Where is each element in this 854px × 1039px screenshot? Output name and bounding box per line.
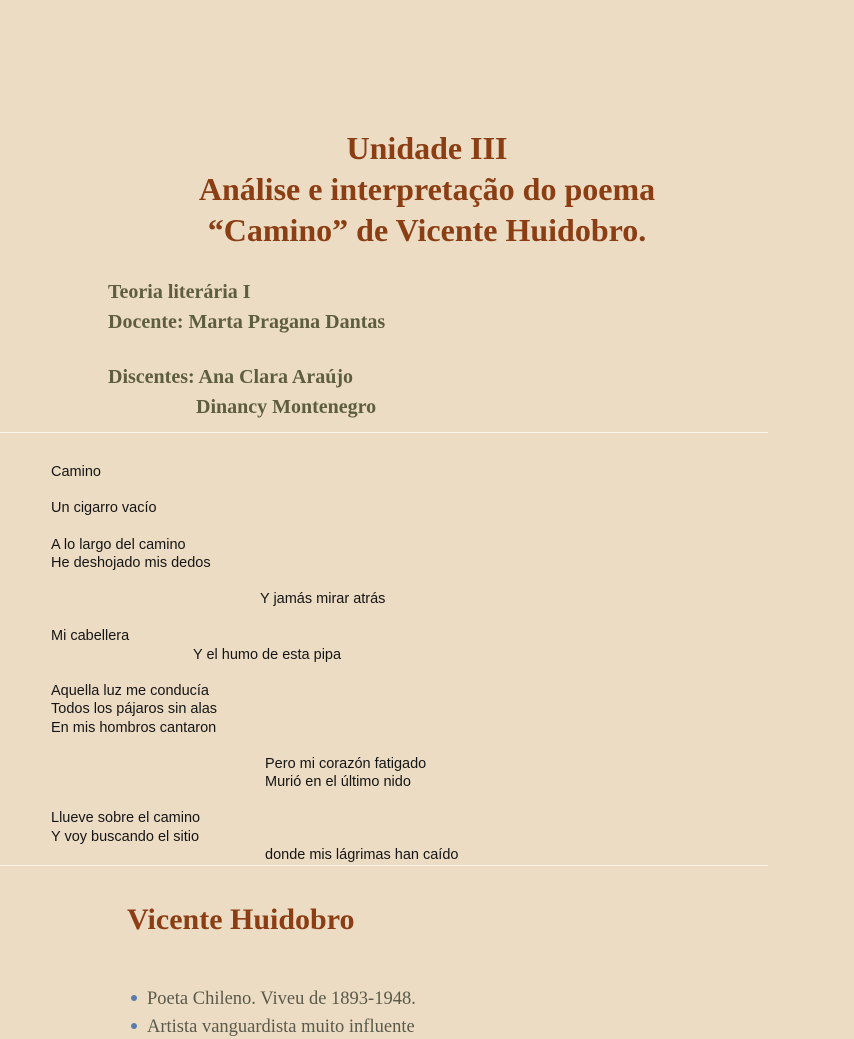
poem-line: Llueve sobre el camino	[51, 810, 201, 826]
bullet-dot-icon	[131, 1023, 137, 1029]
poem-line: Y jamás mirar atrás	[260, 591, 386, 607]
poem-line: Y voy buscando el sitio	[51, 829, 200, 845]
course-name: Teoria literária I	[108, 281, 251, 303]
teacher-name: Docente: Marta Pragana Dantas	[108, 311, 386, 333]
poem-line: En mis hombros cantaron	[51, 720, 217, 736]
slide-title-line-1: Unidade III	[346, 130, 508, 166]
bullet-item	[131, 987, 416, 1011]
bullet-text: Artista vanguardista muito influente	[147, 1017, 415, 1037]
poem-line: A lo largo del camino	[51, 537, 186, 553]
poem-line: Aquella luz me conducía	[51, 683, 209, 699]
poem-line: Un cigarro vacío	[51, 500, 157, 516]
biography-heading: Vicente Huidobro	[127, 903, 355, 936]
poem-slide	[0, 433, 768, 865]
poem-line: donde mis lágrimas han caído	[265, 847, 459, 863]
poem-line: Murió en el último nido	[265, 774, 411, 790]
slide-title-line-3: “Camino” de Vicente Huidobro.	[207, 212, 647, 248]
bullet-text: Poeta Chileno. Viveu de 1893-1948.	[147, 989, 416, 1009]
student-name-2: Dinancy Montenegro	[196, 396, 377, 418]
poem-line: He deshojado mis dedos	[51, 555, 211, 571]
poem-line: Mi cabellera	[51, 628, 130, 644]
poem-title: Camino	[51, 464, 101, 480]
poem-line: Pero mi corazón fatigado	[265, 756, 427, 772]
slide-title-line-2: Análise e interpretação do poema	[198, 171, 656, 207]
biography-slide	[0, 866, 768, 1037]
poem-line: Y el humo de esta pipa	[193, 647, 342, 663]
bullet-dot-icon	[131, 995, 137, 1001]
title-slide	[0, 0, 768, 432]
poem-line: Todos los pájaros sin alas	[51, 701, 218, 717]
students-label: Discentes: Ana Clara Araújo	[108, 366, 353, 388]
bullet-item	[131, 1015, 415, 1039]
